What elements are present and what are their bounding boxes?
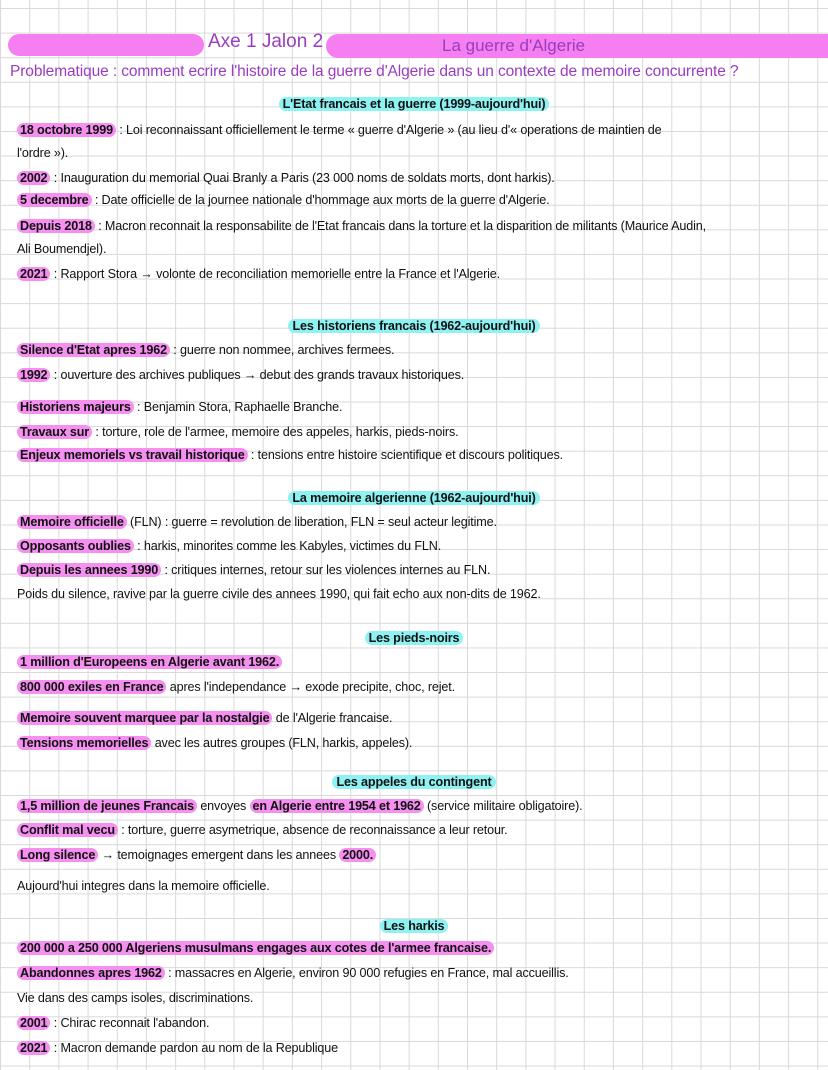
note-line xyxy=(17,821,508,839)
highlighted-term: 2001 xyxy=(17,1016,50,1030)
highlighted-term: 2002 xyxy=(17,171,50,185)
highlighted-term: 1,5 million de jeunes Francais xyxy=(17,799,197,813)
note-text: : tensions entre histoire scientifique et discours politiques. xyxy=(247,448,563,462)
highlighted-term: 2021 xyxy=(17,1041,50,1055)
highlighted-term: Depuis les annees 1990 xyxy=(17,563,161,577)
highlighted-term: Opposants oublies xyxy=(17,539,134,553)
note-text: : critiques internes, retour sur les violences internes au FLN. xyxy=(161,563,491,577)
section-heading xyxy=(0,917,828,935)
note-line xyxy=(17,144,68,162)
note-line xyxy=(17,217,706,235)
note-text: : torture, guerre asymetrique, absence de reconnaissance a leur retour. xyxy=(117,823,508,837)
heading-text: Les appeles du contingent xyxy=(332,775,495,789)
note-line xyxy=(17,121,662,139)
header-left-band xyxy=(8,34,204,56)
highlighted-term: 800 000 exiles en France xyxy=(17,680,166,694)
section-heading xyxy=(0,95,828,113)
note-line xyxy=(17,653,282,671)
highlighted-term: 1 million d'Europeens en Algerie avant 1962. xyxy=(17,655,282,669)
problematique: Problematique : comment ecrire l'histoire de la guerre d'Algerie dans un contexte de memoire concurrente ? xyxy=(10,63,739,80)
highlighted-term: 1992 xyxy=(17,368,50,382)
highlighted-term: Conflit mal vecu xyxy=(17,823,118,837)
note-line xyxy=(17,877,270,895)
note-text: : harkis, minorites comme les Kabyles, victimes du FLN. xyxy=(133,539,442,553)
note-line xyxy=(17,964,569,982)
note-text: → temoignages emergent dans les annees xyxy=(98,848,340,862)
note-text: : Rapport Stora → volonte de reconciliation memorielle entre la France et l'Algerie. xyxy=(50,267,500,281)
note-text: : Macron demande pardon au nom de la Republique xyxy=(50,1041,338,1055)
jalon-label: Axe 1 Jalon 2 xyxy=(208,31,324,52)
note-line xyxy=(17,537,441,555)
note-text: : Chirac reconnait l'abandon. xyxy=(50,1016,210,1030)
heading-text: La memoire algerienne (1962-aujourd'hui) xyxy=(288,491,539,505)
note-line xyxy=(17,678,455,696)
note-line xyxy=(17,1014,209,1032)
highlighted-term: 18 octobre 1999 xyxy=(17,123,116,137)
note-line xyxy=(17,797,582,815)
note-line xyxy=(17,561,490,579)
highlighted-term: Long silence xyxy=(17,848,98,862)
note-line xyxy=(17,191,549,209)
heading-text: Les pieds-noirs xyxy=(365,631,464,645)
highlighted-term: Tensions memorielles xyxy=(17,736,151,750)
note-line xyxy=(17,585,541,603)
note-text: Ali Boumendjel). xyxy=(17,242,107,256)
heading-text: L'Etat francais et la guerre (1999-aujourd'hui) xyxy=(279,97,550,111)
section-heading xyxy=(0,317,828,335)
note-line xyxy=(17,240,106,258)
note-line xyxy=(17,169,555,187)
section-heading xyxy=(0,773,828,791)
note-line xyxy=(17,366,464,384)
note-line xyxy=(17,446,563,464)
note-line xyxy=(17,989,253,1007)
note-line xyxy=(17,709,392,727)
note-line xyxy=(17,1039,338,1057)
note-line xyxy=(17,939,494,957)
note-text: : Inauguration du memorial Quai Branly a Paris (23 000 noms de soldats morts, dont harkis). xyxy=(50,171,555,185)
note-text: Vie dans des camps isoles, discriminations. xyxy=(17,991,254,1005)
note-text: : torture, role de l'armee, memoire des appeles, harkis, pieds-noirs. xyxy=(92,425,459,439)
section-heading xyxy=(0,629,828,647)
page-title: La guerre d'Algerie xyxy=(442,36,586,55)
heading-text: Les historiens francais (1962-aujourd'hui) xyxy=(288,319,539,333)
highlighted-term: 2000. xyxy=(339,848,376,862)
highlighted-term: Historiens majeurs xyxy=(17,400,134,414)
note-text: : Date officielle de la journee nationale d'hommage aux morts de la guerre d'Algerie. xyxy=(91,193,550,207)
highlighted-term: Memoire souvent marquee par la nostalgie xyxy=(17,711,272,725)
highlighted-term: 5 decembre xyxy=(17,193,92,207)
heading-text: Les harkis xyxy=(380,919,449,933)
highlighted-term: Travaux sur xyxy=(17,425,92,439)
highlighted-term: Abandonnes apres 1962 xyxy=(17,966,165,980)
note-text: : Benjamin Stora, Raphaelle Branche. xyxy=(133,400,343,414)
note-line xyxy=(17,513,497,531)
note-text: : Loi reconnaissant officiellement le terme « guerre d'Algerie » (au lieu d'« operations de maintien de xyxy=(115,123,662,137)
note-text: (FLN) : guerre = revolution de liberation, FLN = seul acteur legitime. xyxy=(126,515,497,529)
section-heading xyxy=(0,489,828,507)
note-line xyxy=(17,423,458,441)
highlighted-term: 2021 xyxy=(17,267,50,281)
note-text: Poids du silence, ravive par la guerre civile des annees 1990, qui fait echo aux non-dits de 1962. xyxy=(17,587,541,601)
note-text: envoyes xyxy=(196,799,250,813)
note-line xyxy=(17,846,376,864)
highlighted-term: Depuis 2018 xyxy=(17,219,95,233)
note-text: (service militaire obligatoire). xyxy=(423,799,583,813)
note-text: avec les autres groupes (FLN, harkis, appeles). xyxy=(151,736,413,750)
highlighted-term: Enjeux memoriels vs travail historique xyxy=(17,448,248,462)
highlighted-term: Silence d'Etat apres 1962 xyxy=(17,343,170,357)
note-text: : guerre non nommee, archives fermees. xyxy=(169,343,395,357)
note-text: : Macron reconnait la responsabilite de l'Etat francais dans la torture et la disparition de militants (Maurice Audin, xyxy=(94,219,706,233)
note-text: de l'Algerie francaise. xyxy=(272,711,393,725)
highlighted-term: en Algerie entre 1954 et 1962 xyxy=(250,799,424,813)
highlighted-term: Memoire officielle xyxy=(17,515,127,529)
note-line xyxy=(17,265,500,283)
note-text: apres l'independance → exode precipite, choc, rejet. xyxy=(166,680,455,694)
note-text: Aujourd'hui integres dans la memoire officielle. xyxy=(17,879,270,893)
note-line xyxy=(17,398,342,416)
note-text: : ouverture des archives publiques → debut des grands travaux historiques. xyxy=(50,368,465,382)
highlighted-term: 200 000 a 250 000 Algeriens musulmans engages aux cotes de l'armee francaise. xyxy=(17,941,494,955)
note-line xyxy=(17,341,394,359)
note-text: : massacres en Algerie, environ 90 000 refugies en France, mal accueillis. xyxy=(164,966,569,980)
note-text: l'ordre »). xyxy=(17,146,69,160)
note-line xyxy=(17,734,412,752)
